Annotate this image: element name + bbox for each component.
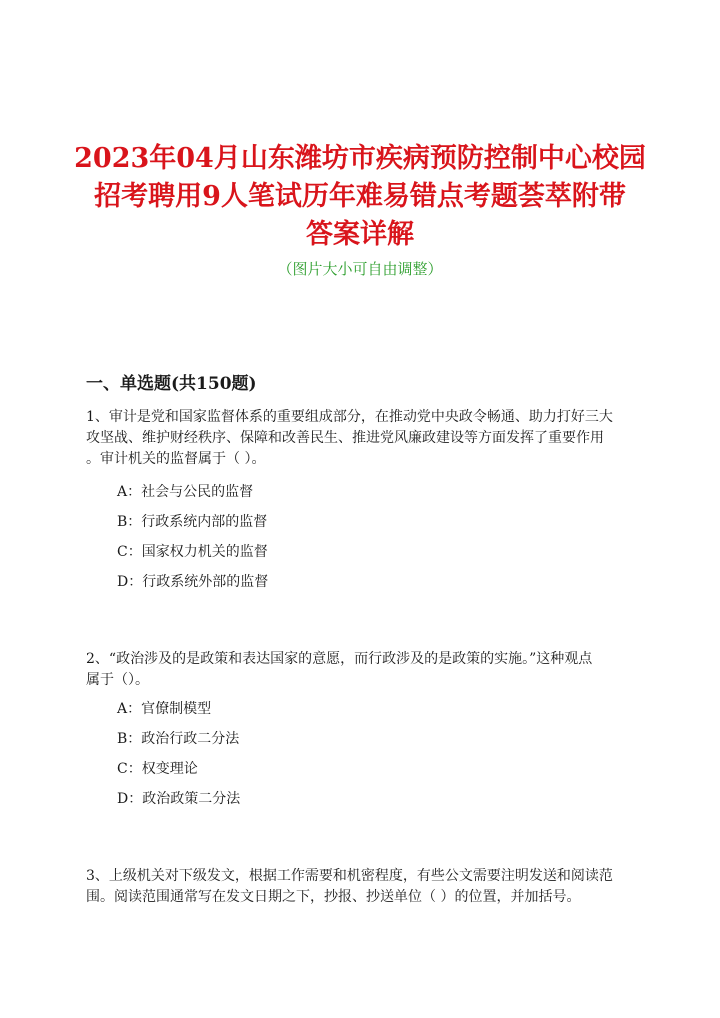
question-line: 3、上级机关对下级发文，根据工作需要和机密程度，有些公文需要注明发送和阅读范 (86, 868, 613, 884)
question-3-text (86, 866, 646, 908)
question-2-option-c: C：权变理论 (117, 761, 198, 777)
question-line: 1、审计是党和国家监督体系的重要组成部分，在推动党中央政令畅通、助力打好三大 (86, 409, 613, 425)
question-1-option-c: C：国家权力机关的监督 (117, 544, 268, 560)
document-subtitle: （图片大小可自由调整） (277, 260, 443, 278)
question-line: 围。阅读范围通常写在发文日期之下，抄报、抄送单位（ ）的位置，并加括号。 (86, 889, 581, 905)
question-1-option-d: D：行政系统外部的监督 (117, 574, 269, 590)
question-2-option-a: A：官僚制模型 (117, 701, 212, 717)
question-2-option-b: B：政治行政二分法 (117, 731, 240, 747)
document-title (60, 140, 660, 254)
question-2-option-d: D：政治政策二分法 (117, 791, 241, 807)
question-line: 。审计机关的监督属于（ ）。 (86, 451, 266, 467)
question-1-option-b: B：行政系统内部的监督 (117, 514, 268, 530)
question-1-option-a: A：社会与公民的监督 (117, 484, 254, 500)
section-heading: 一、单选题(共150题) (86, 374, 257, 394)
title-line: 2023年04月山东潍坊市疾病预防控制中心校园 (74, 143, 646, 174)
question-1-text (86, 407, 646, 470)
question-line: 属于（）。 (86, 672, 149, 688)
question-line: 攻坚战、维护财经秩序、保障和改善民生、推进党风廉政建设等方面发挥了重要作用 (86, 430, 604, 446)
title-line: 答案详解 (306, 219, 414, 250)
title-line: 招考聘用9人笔试历年难易错点考题荟萃附带 (94, 181, 626, 212)
question-line: 2、“政治涉及的是政策和表达国家的意愿，而行政涉及的是政策的实施。”这种观点 (86, 651, 593, 667)
question-2-text (86, 649, 646, 691)
